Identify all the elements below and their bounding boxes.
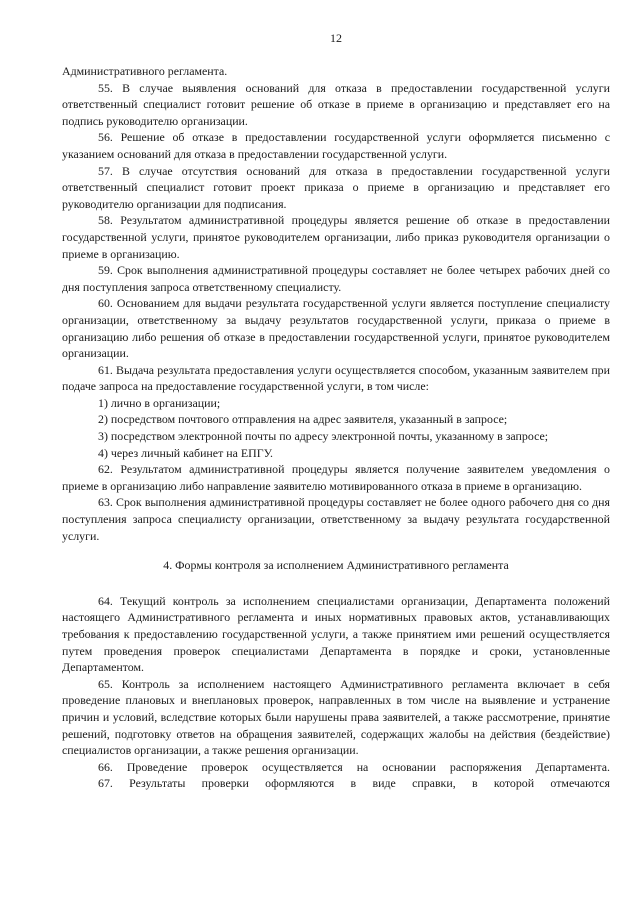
paragraph-60: 60. Основанием для выдачи результата государственной услуги является поступление специалисту организации, ответственному за выдачу результатов государственной услуги, приказа о приеме в организацию либо решения об отказе в предоставлении государственной услуги, принятое руководителем организации. xyxy=(62,296,610,361)
list-item-1: 1) лично в организации; xyxy=(98,395,221,410)
section-heading: 4. Формы контроля за исполнением Административного регламента xyxy=(163,558,509,573)
paragraph-58: 58. Результатом административной процедуры является решение об отказе в предоставлении государственной услуги, принятое руководителем организации, либо приказ руководителя организации о приеме в организацию. xyxy=(62,213,610,261)
paragraph-55: 55. В случае выявления оснований для отказа в предоставлении государственной услуги ответственный специалист готовит решение об отказе в приеме в организацию и представляет его на подпись руководителю организации. xyxy=(62,80,610,128)
paragraph-61: 61. Выдача результата предоставления услуги осуществляется способом, указанным заявителем при подаче запроса на предоставление государственной услуги, в том числе: xyxy=(62,362,610,394)
list-item-2: 2) посредством почтового отправления на адрес заявителя, указанный в запросе; xyxy=(98,412,508,427)
paragraph-65: 65. Контроль за исполнением настоящего Административного регламента включает в себя проведение плановых и внеплановых проверок, направленных в том числе на выявление и устранение причин и условий, вследствие которых были нарушены права заявителей, а также рассмотрение, принятие решений, подготовку ответов на обращения заявителей, содержащих жалобы на действия (бездействие) специалистов организации, а также решения организации. xyxy=(62,676,610,758)
paragraph-59: 59. Срок выполнения административной процедуры составляет не более четырех рабочих дней со дня поступления запроса ответственному специалисту. xyxy=(62,263,610,294)
paragraph-57: 57. В случае отсутствия оснований для отказа в предоставлении государственной услуги ответственный специалист готовит проект приказа о приеме в организацию и представляет его руководителю организации для подписания. xyxy=(62,163,610,211)
paragraph-62: 62. Результатом административной процедуры является получение заявителем уведомления о приеме в организацию либо направление заявителю мотивированного отказа в приеме в организацию. xyxy=(62,462,610,493)
list-item-4: 4) через личный кабинет на ЕПГУ. xyxy=(98,445,274,460)
paragraph-63: 63. Срок выполнения административной процедуры составляет не более одного рабочего дня со дня поступления запроса специалисту организации, ответственному за выдачу результата государственной услуги. xyxy=(62,495,610,543)
paragraph-67: 67. Результаты проверки оформляются в виде справки, в которой отмечаются xyxy=(98,776,610,791)
document-page xyxy=(62,0,610,905)
paragraph-66: 66. Проведение проверок осуществляется на основании распоряжения Департамента. xyxy=(98,759,610,774)
list-item-3: 3) посредством электронной почты по адресу электронной почты, указанному в запросе; xyxy=(98,429,549,444)
paragraph-64: 64. Текущий контроль за исполнением специалистами организации, Департамента положений настоящего Административного регламента и иных нормативных правовых актов, устанавливающих требования к предоставлению государственной услуги, а также принятием ими решений осуществляется путем проведения проверок специалистами Департамента в порядке и сроки, установленные Департаментом. xyxy=(62,593,610,675)
paragraph-continuation: Административного регламента. xyxy=(62,64,228,78)
paragraph-56: 56. Решение об отказе в предоставлении государственной услуги оформляется письменно с указанием оснований для отказа в предоставлении государственной услуги. xyxy=(62,130,610,161)
document-body xyxy=(62,63,610,792)
page-number: 12 xyxy=(330,31,342,45)
